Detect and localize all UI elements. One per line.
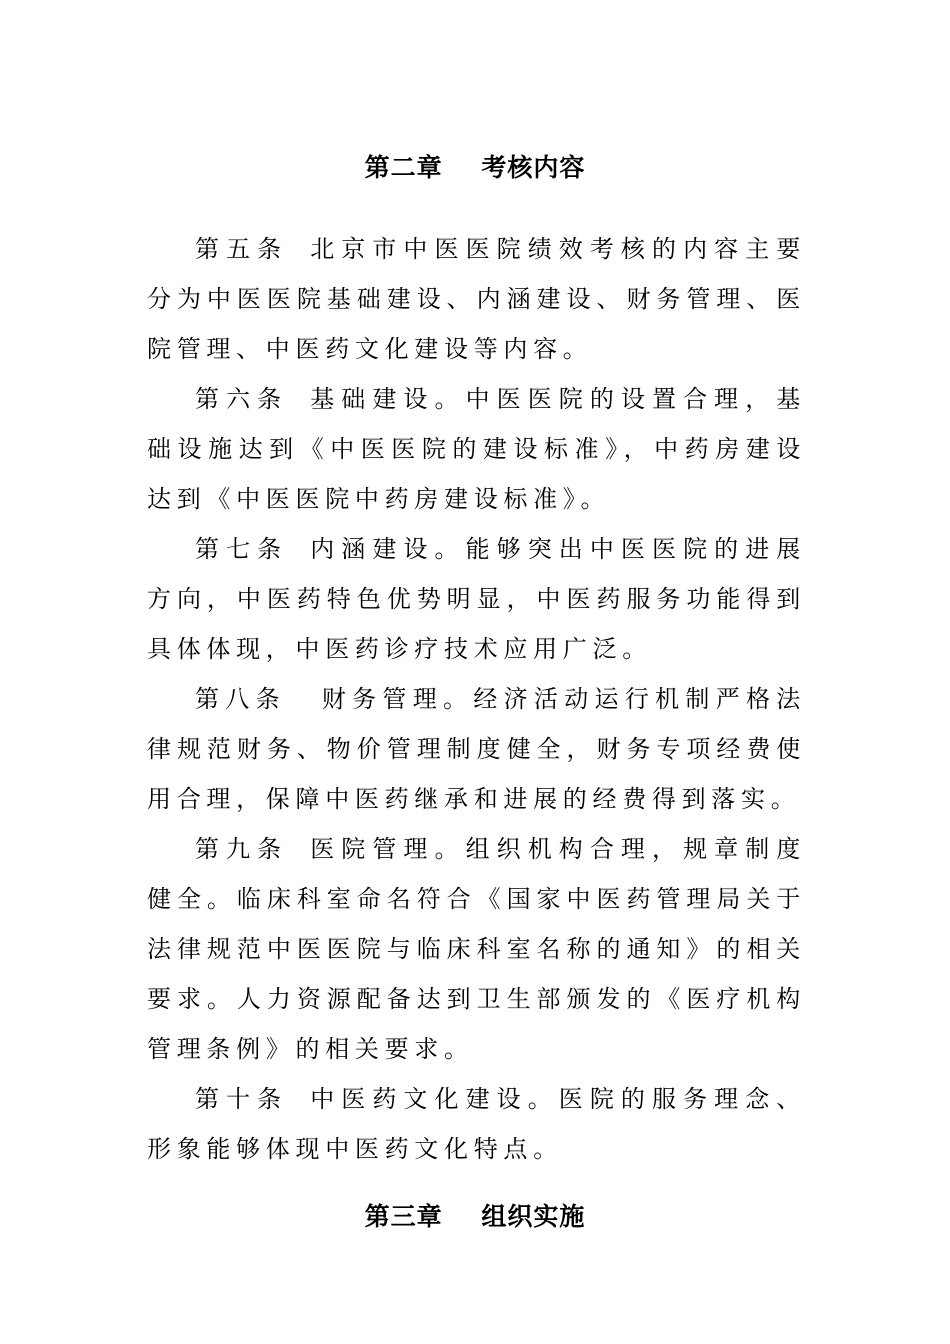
article-number: 第五条	[195, 235, 289, 263]
chapter-two-body	[147, 224, 806, 1174]
chapter-three-title: 第三章 组织实施	[364, 1201, 586, 1231]
article-number: 第十条	[195, 1085, 289, 1113]
article-text: 中医药文化建设。医院的服务理念、形象能够体现中医药文化特点。	[147, 1085, 806, 1163]
article-number: 第六条	[195, 385, 289, 413]
article-5	[147, 224, 806, 374]
article-text: 财务管理。经济活动运行机制严格法律规范财务、物价管理制度健全，财务专项经费使用合理，保障中医药继承和进展的经费得到落实。	[147, 685, 806, 813]
article-text: 医院管理。组织机构合理，规章制度健全。临床科室命名符合《国家中医药管理局关于法律规范中医医院与临床科室名称的通知》的相关要求。人力资源配备达到卫生部颁发的《医疗机构管理条例》的相关要求。	[147, 835, 806, 1063]
article-8	[147, 674, 806, 824]
article-text: 基础建设。中医医院的设置合理，基础设施达到《中医医院的建设标准》，中药房建设达到《中医医院中药房建设标准》。	[147, 385, 806, 513]
article-9	[147, 824, 806, 1074]
article-number: 第九条	[195, 835, 289, 863]
article-number: 第七条	[195, 535, 289, 563]
article-6	[147, 374, 806, 524]
article-7	[147, 524, 806, 674]
article-text: 北京市中医医院绩效考核的内容主要分为中医医院基础建设、内涵建设、财务管理、医院管理、中医药文化建设等内容。	[147, 235, 806, 363]
article-number: 第八条	[195, 685, 286, 713]
article-10	[147, 1074, 806, 1174]
chapter-two-title: 第二章 考核内容	[364, 152, 586, 182]
article-text: 内涵建设。能够突出中医医院的进展方向，中医药特色优势明显，中医药服务功能得到具体体现，中医药诊疗技术应用广泛。	[147, 535, 806, 663]
